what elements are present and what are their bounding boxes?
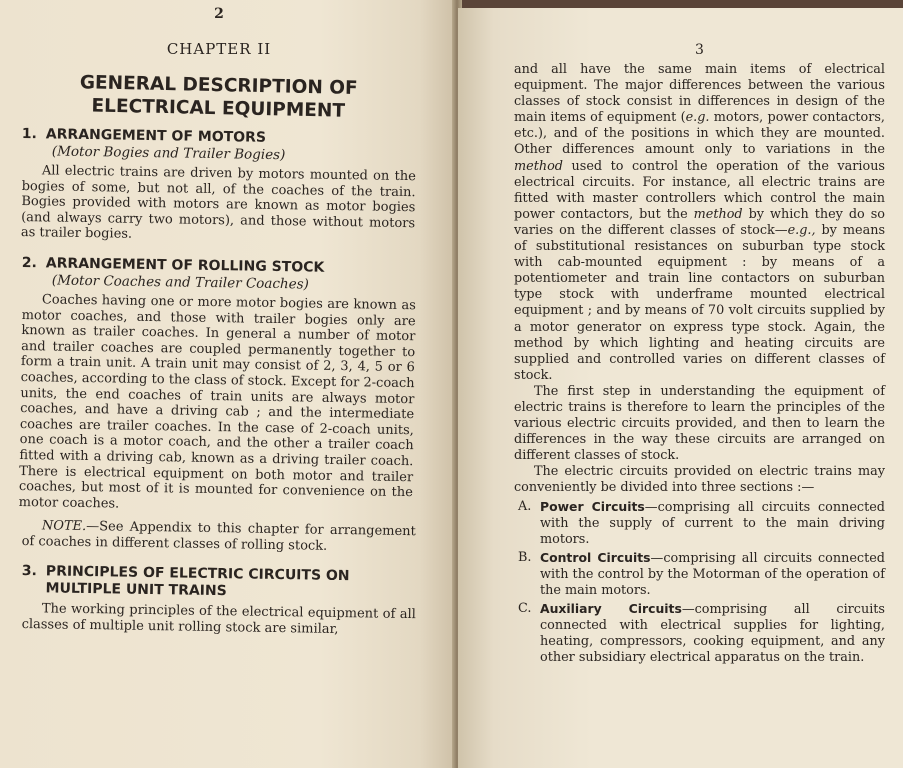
section-3-number: 3. [21,563,38,580]
list-item-term: Auxiliary Circuits [540,601,682,617]
chapter-title-line2: ELECTRICAL EQUIPMENT [91,95,346,122]
list-item-text: —comprising all circuits connected with electrical supplies for lighting, heating, compressors, cooking equipment, and any other subsidiary electrical apparatus on the train. [540,602,886,666]
list-item-text: —comprising all circuits connected with the control by the Motorman of the operation of the main motors. [540,550,885,598]
right-page [458,8,903,768]
section-3-text: The working principles of the electrical equipment of all classes of multiple unit rolling stock are similar, [21,601,416,638]
list-item-letter: C. [518,601,532,617]
section-1-title: ARRANGEMENT OF MOTORS [45,126,267,146]
list-item-letter: A. [518,498,532,514]
para1-method-1: method [514,158,563,174]
para1-part-d: by which they do so varies on the different classes of stock— [514,206,886,238]
circuit-sections-list [514,499,885,667]
chapter-title [21,70,416,124]
section-1-number: 1. [21,126,38,143]
right-paragraph-2: The first step in understanding the equipment of electric trains is therefore to learn the principles of the various electric circuits provided, and then to learn the differences in the way these circuits are arranged on different classes of stock. [514,383,885,464]
list-item [514,499,885,548]
right-paragraph-1 [514,62,885,384]
section-1-text: All electric trains are driven by motors mounted on the bogies of some, but not all, of the coaches of the train. Bogies provided with motors are known as motor bogies (and always carry two motors), and those without motors as trailer bogies. [20,163,416,243]
section-2-subheading: (Motor Coaches and Trailer Coaches) [51,272,309,293]
section-2-number: 2. [21,254,38,272]
para1-part-e: by means of substitutional resistances on suburban type stock with cab-mounted equipment : by means of a potentiometer and train line contactors on suburban type stock with underframe mounted electrical equipment ; and by means of 70 volt circuits supplied by a motor generator on express type stock. Again, the method by which lighting and heating circuits are supplied and controlled varies on different classes of stock. [514,222,886,383]
para1-part-a: and all have the same main items of electrical equipment. The major differences between the various classes of stock consist in differences in design of the main items of equipment ( [514,62,885,126]
section-3-heading [21,563,415,603]
list-item-body [540,499,885,548]
para1-eg-2: e.g., [787,222,816,238]
list-item-body [540,550,885,599]
para1-method-2: method [693,206,743,222]
para1-part-b: motors, power contactors, etc.), and of the positions in which they are mounted. Other differences amount only to variations in the [514,110,885,158]
list-item [514,550,885,599]
page-number-left: 2 [214,6,224,22]
para1-eg-1: e.g. [685,110,710,126]
note-label: NOTE. [41,518,87,535]
section-2-text: Coaches having one or more motor bogies are known as motor coaches, and those with trailer bogies only are known as trailer coaches. In general a number of motor and trailer coaches are coupled permanently together to form a train unit. A train unit may consist of 2, 3, 4, 5 or 6 coaches, according to the class of stock. Except for 2-coach units, the end coaches of train units are always motor coaches, and have a driving cab ; and the intermediate coaches are trailer coaches. In the case of 2-coach units, one coach is a motor coach, and the other a trailer coach fitted with a driving cab, known as a driving trailer coach. There is electrical equipment on both motor and trailer coaches, but most of it is mounted for convenience on the motor coaches. [18,292,416,512]
list-item-term: Power Circuits [540,498,645,514]
chapter-title-line1: GENERAL DESCRIPTION OF [79,72,358,100]
page-number-right: 3 [695,42,704,58]
list-item [514,601,885,666]
book-cover-edge [456,0,903,8]
list-item-text: —comprising all circuits connected with the supply of current to the main driving motors. [540,499,885,547]
para1-part-c: used to control the operation of the various electrical circuits. For instance, all electric trains are fitted with master controllers which control the main power contactors, but the [514,158,885,222]
list-item-letter: B. [518,549,532,565]
chapter-label: CHAPTER II [166,40,272,58]
right-paragraph-3: The electric circuits provided on electric trains may conveniently be divided into three sections :— [514,464,885,496]
section-3-title: PRINCIPLES OF ELECTRIC CIRCUITS ON MULTIPLE UNIT TRAINS [45,563,350,600]
section-1-subheading: (Motor Bogies and Trailer Bogies) [51,143,286,164]
list-item-term: Control Circuits [540,549,651,565]
note-paragraph [22,518,416,555]
section-2-title: ARRANGEMENT OF ROLLING STOCK [45,255,325,276]
list-item-body [540,601,885,666]
note-text: —See Appendix to this chapter for arrangement of coaches in different classes of rolling stock. [21,519,416,554]
